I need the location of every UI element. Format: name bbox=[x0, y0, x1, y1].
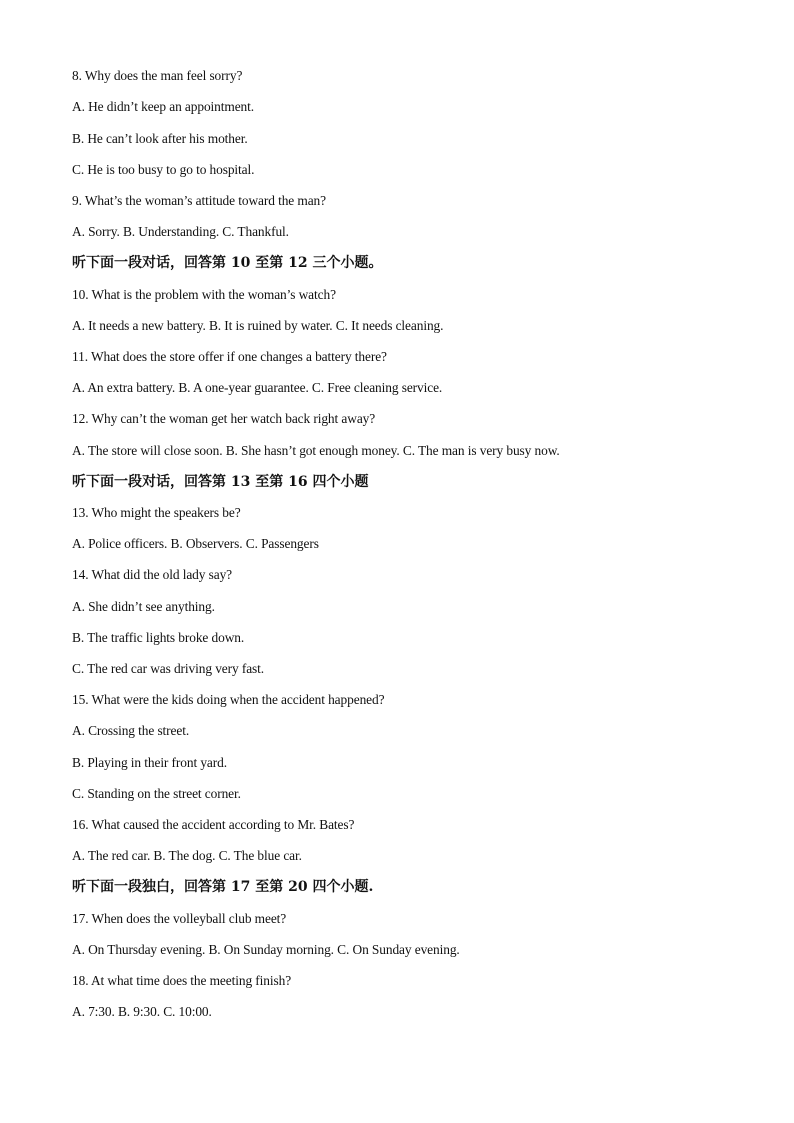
question-13-options: A. Police officers. B. Observers. C. Passengers bbox=[72, 536, 319, 551]
question-8-option-c: C. He is too busy to go to hospital. bbox=[72, 162, 255, 177]
question-8-option-b: B. He can’t look after his mother. bbox=[72, 131, 248, 146]
question-17: 17. When does the volleyball club meet? bbox=[72, 911, 287, 926]
question-9: 9. What’s the woman’s attitude toward the man? bbox=[72, 193, 326, 208]
question-18-options: A. 7:30. B. 9:30. C. 10:00. bbox=[72, 1004, 212, 1019]
question-12: 12. Why can’t the woman get her watch back right away? bbox=[72, 411, 376, 426]
section-heading-17-20: 听下面一段独白，回答第 17 至第 20 四个小题. bbox=[72, 879, 374, 895]
question-15-option-c: C. Standing on the street corner. bbox=[72, 786, 241, 801]
question-15-option-a: A. Crossing the street. bbox=[72, 723, 190, 738]
question-14-option-a: A. She didn’t see anything. bbox=[72, 599, 215, 614]
question-10-options: A. It needs a new battery. B. It is ruined by water. C. It needs cleaning. bbox=[72, 318, 444, 333]
question-14-option-b: B. The traffic lights broke down. bbox=[72, 630, 245, 645]
question-8-option-a: A. He didn’t keep an appointment. bbox=[72, 99, 255, 114]
section-heading-10-12: 听下面一段对话，回答第 10 至第 12 三个小题。 bbox=[72, 255, 383, 271]
question-17-options: A. On Thursday evening. B. On Sunday morning. C. On Sunday evening. bbox=[72, 942, 460, 957]
question-18: 18. At what time does the meeting finish? bbox=[72, 973, 292, 988]
question-15: 15. What were the kids doing when the accident happened? bbox=[72, 692, 385, 707]
question-9-options: A. Sorry. B. Understanding. C. Thankful. bbox=[72, 224, 289, 239]
question-16-options: A. The red car. B. The dog. C. The blue car. bbox=[72, 848, 302, 863]
question-15-option-b: B. Playing in their front yard. bbox=[72, 755, 227, 770]
question-12-options: A. The store will close soon. B. She hasn’t got enough money. C. The man is very busy now. bbox=[72, 443, 560, 458]
question-13: 13. Who might the speakers be? bbox=[72, 505, 241, 520]
question-14: 14. What did the old lady say? bbox=[72, 567, 233, 582]
question-10: 10. What is the problem with the woman’s watch? bbox=[72, 287, 336, 302]
question-14-option-c: C. The red car was driving very fast. bbox=[72, 661, 265, 676]
section-heading-13-16: 听下面一段对话，回答第 13 至第 16 四个小题 bbox=[72, 474, 369, 490]
question-11: 11. What does the store offer if one changes a battery there? bbox=[72, 349, 387, 364]
question-11-options: A. An extra battery. B. A one-year guarantee. C. Free cleaning service. bbox=[72, 380, 443, 395]
question-16: 16. What caused the accident according to Mr. Bates? bbox=[72, 817, 355, 832]
question-8: 8. Why does the man feel sorry? bbox=[72, 68, 243, 83]
